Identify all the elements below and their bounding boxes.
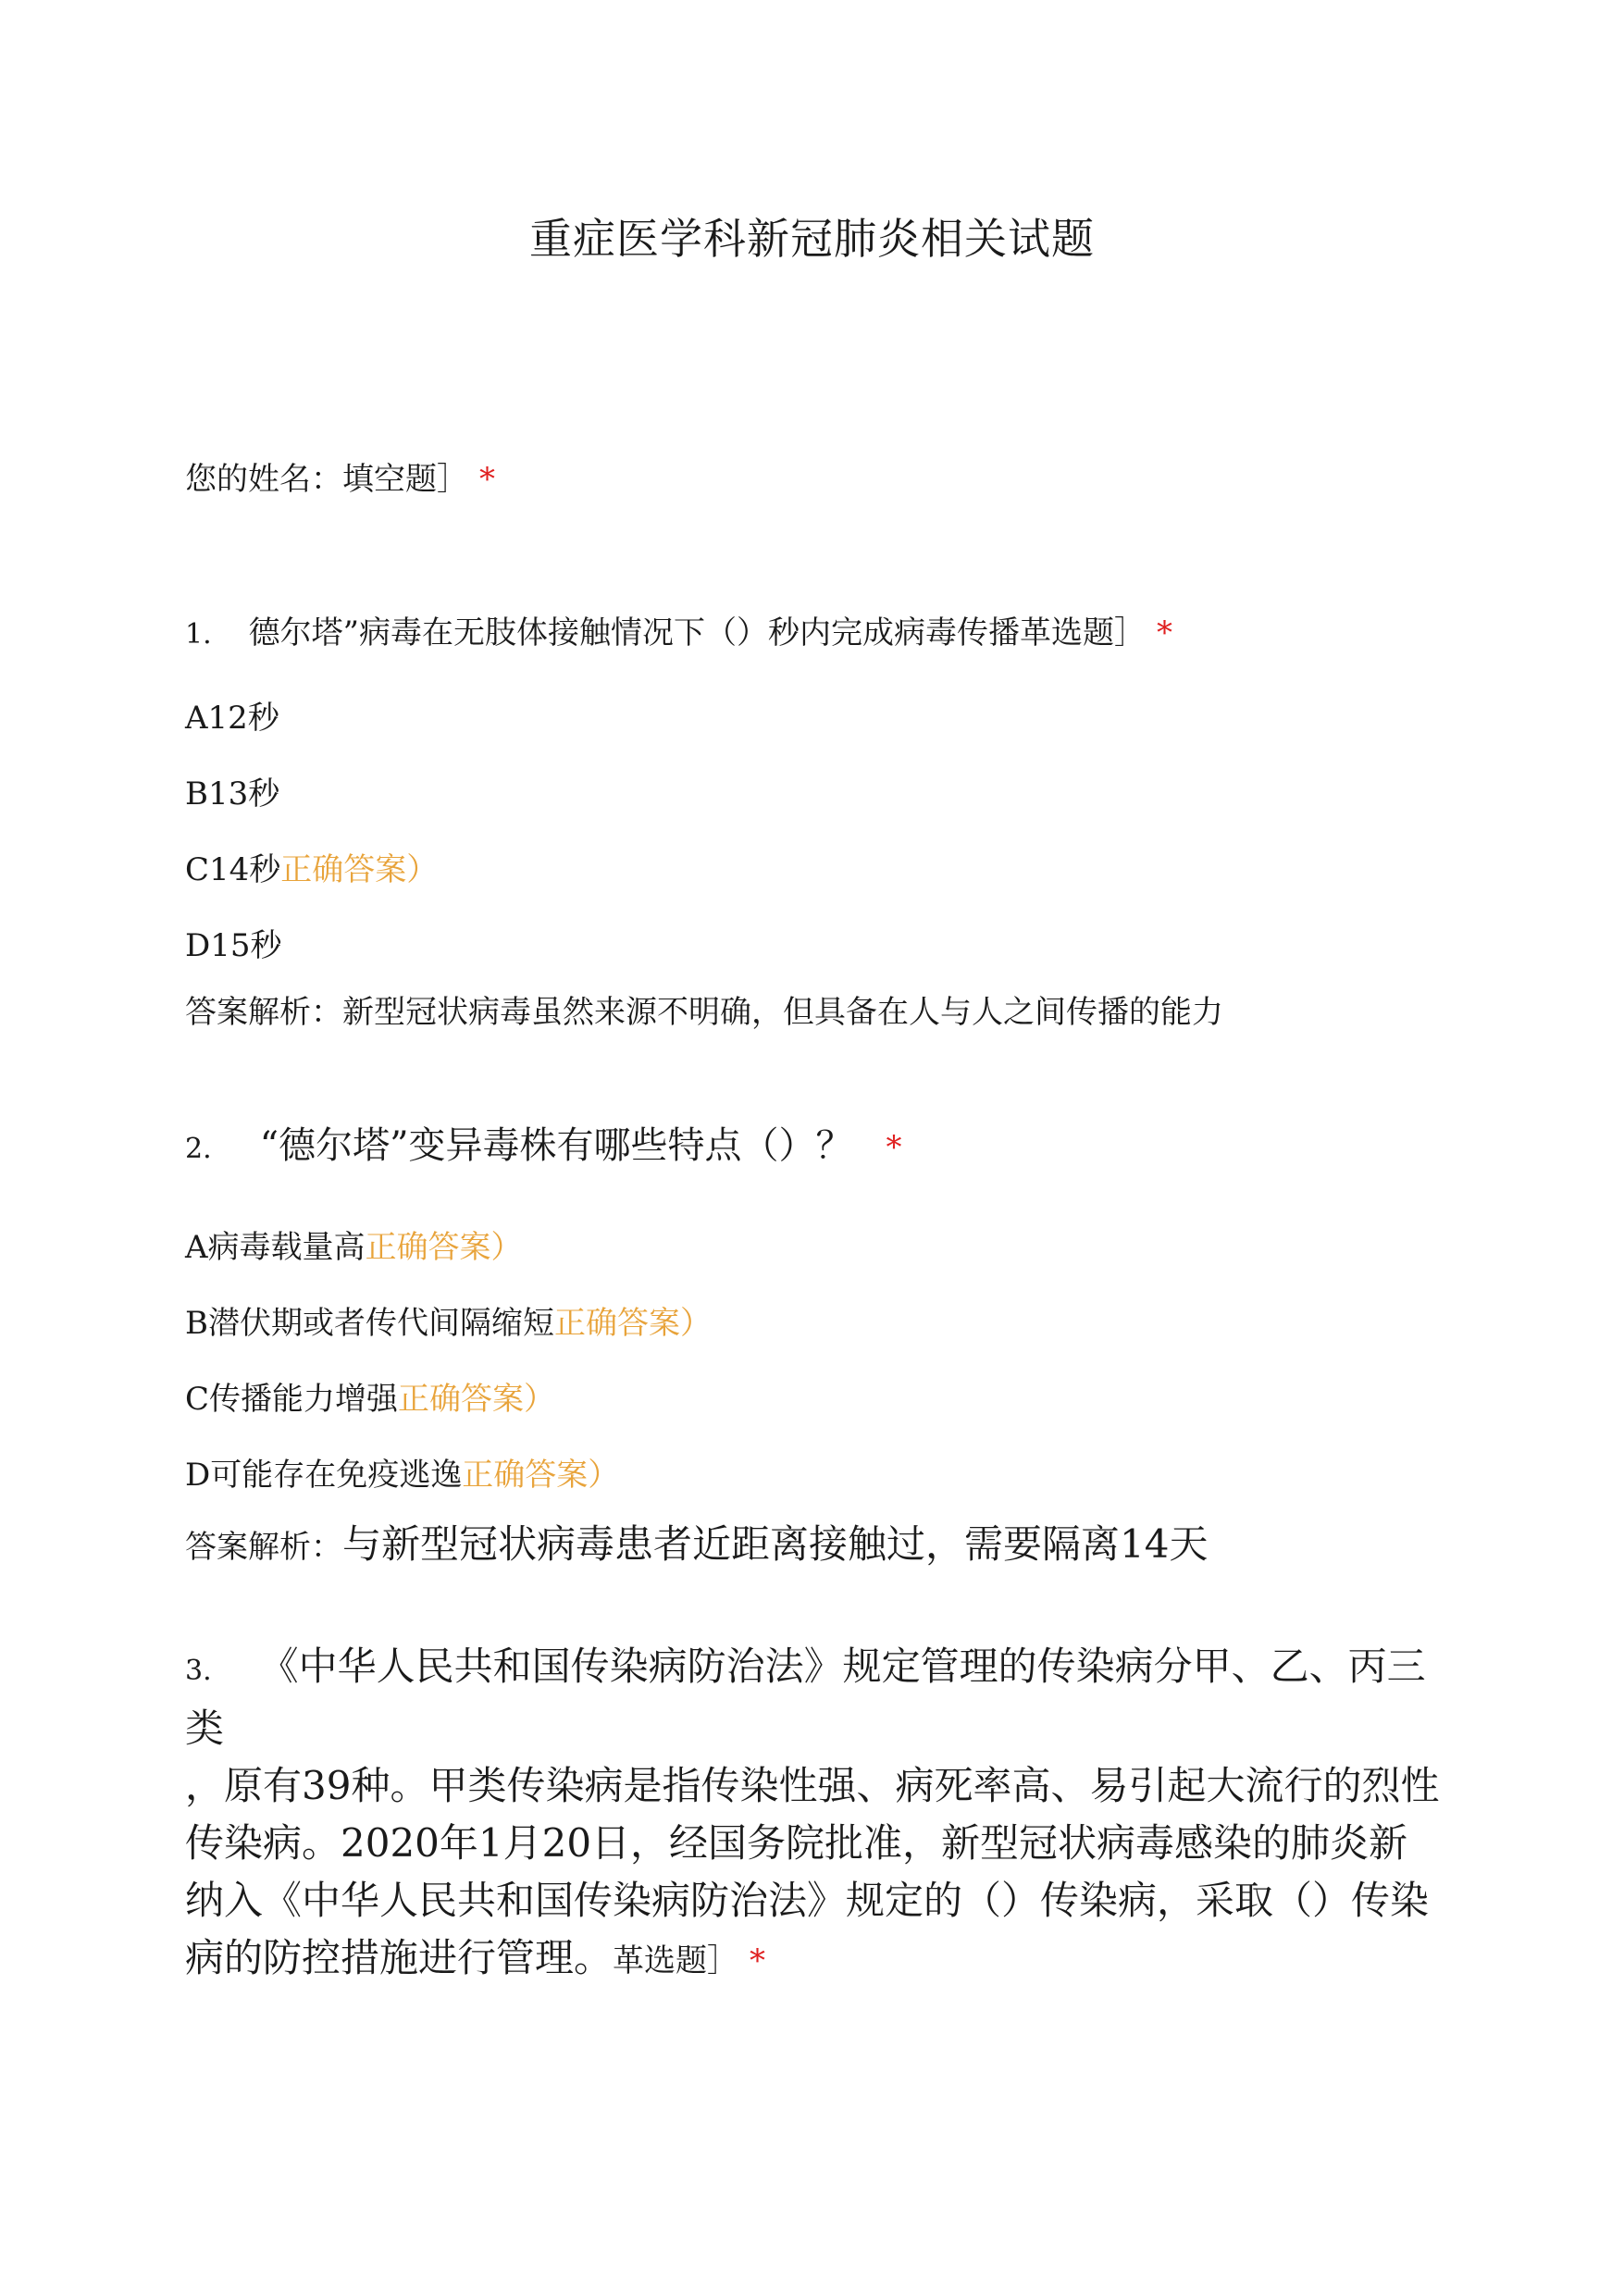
correct-answer-mark: 正确答案） (462, 1457, 620, 1494)
question-3-line: 纳入《中华人民共和国传染病防治法》规定的（）传染病，采取（）传染 (185, 1878, 1430, 1923)
option-text: C14秒 (185, 851, 281, 888)
question-number: 2. (185, 1133, 212, 1165)
name-field-label: 您的姓名：填空题］ (185, 461, 468, 498)
question-type: 革选题］ (613, 1942, 739, 1979)
required-asterisk: * (1157, 614, 1173, 651)
option-text: D可能存在免疫逃逸 (185, 1457, 463, 1494)
question-3-line (185, 1929, 1462, 1990)
question-number: 1. (185, 618, 212, 651)
question-2-text: “德尔塔”变异毒株有哪些特点（）？ (259, 1124, 853, 1167)
question-3-text: 《中华人民共和国传染病防治法》规定管理的传染病分甲、乙、丙三类 (185, 1644, 1426, 1751)
q2-option-a[interactable] (185, 1222, 523, 1267)
option-text: A12秒 (185, 700, 279, 737)
page-title: 重症医学科新冠肺炎相关试题 (529, 214, 1095, 264)
option-text: D15秒 (185, 927, 282, 964)
correct-answer-mark: 正确答案） (280, 851, 439, 888)
q1-analysis: 答案解析：新型冠状病毒虽然来源不明确，但具备在人与人之间传播的能力 (185, 994, 1223, 1031)
option-text: A病毒载量高 (185, 1229, 366, 1266)
option-text: B13秒 (185, 775, 280, 813)
analysis-label: 答案解析： (185, 1529, 342, 1566)
q1-option-d[interactable] (185, 920, 282, 965)
q2-option-b[interactable] (185, 1297, 712, 1343)
required-asterisk: * (886, 1129, 902, 1166)
question-2-heading (185, 1116, 902, 1169)
correct-answer-mark: 正确答案） (398, 1381, 556, 1418)
question-3-line (185, 1638, 1462, 1757)
q1-option-b[interactable] (185, 768, 279, 813)
question-3 (185, 1638, 1462, 1990)
question-3-line: 传染病。2020年1月20日，经国务院批准，新型冠状病毒感染的肺炎新 (185, 1820, 1408, 1866)
q2-option-d[interactable] (185, 1449, 619, 1495)
analysis-text: 与新型冠状病毒患者近距离接触过，需要隔离14天 (342, 1521, 1209, 1567)
option-text: B潜伏期或者传代间隔缩短 (185, 1305, 554, 1342)
question-number: 3. (185, 1655, 212, 1687)
q2-option-c[interactable] (185, 1373, 555, 1419)
option-text: C传播能力增强 (185, 1381, 399, 1418)
question-3-text: 病的防控措施进行管理。 (185, 1935, 614, 1980)
name-field-label-row (185, 453, 495, 499)
correct-answer-mark: 正确答案） (554, 1305, 712, 1342)
required-asterisk: * (479, 461, 495, 498)
q2-analysis (185, 1514, 1208, 1569)
question-1-heading (185, 607, 1172, 652)
question-3-line: ，原有39种。甲类传染病是指传染性强、病死率高、易引起大流行的烈性 (185, 1763, 1440, 1808)
q1-option-a[interactable] (185, 692, 279, 738)
required-asterisk: * (750, 1942, 766, 1979)
question-1-text: 德尔塔”病毒在无肢体接触情况下（）秒内完成病毒传播革选题］ (248, 614, 1147, 651)
q1-option-c[interactable] (185, 844, 438, 889)
correct-answer-mark: 正确答案） (365, 1229, 523, 1266)
